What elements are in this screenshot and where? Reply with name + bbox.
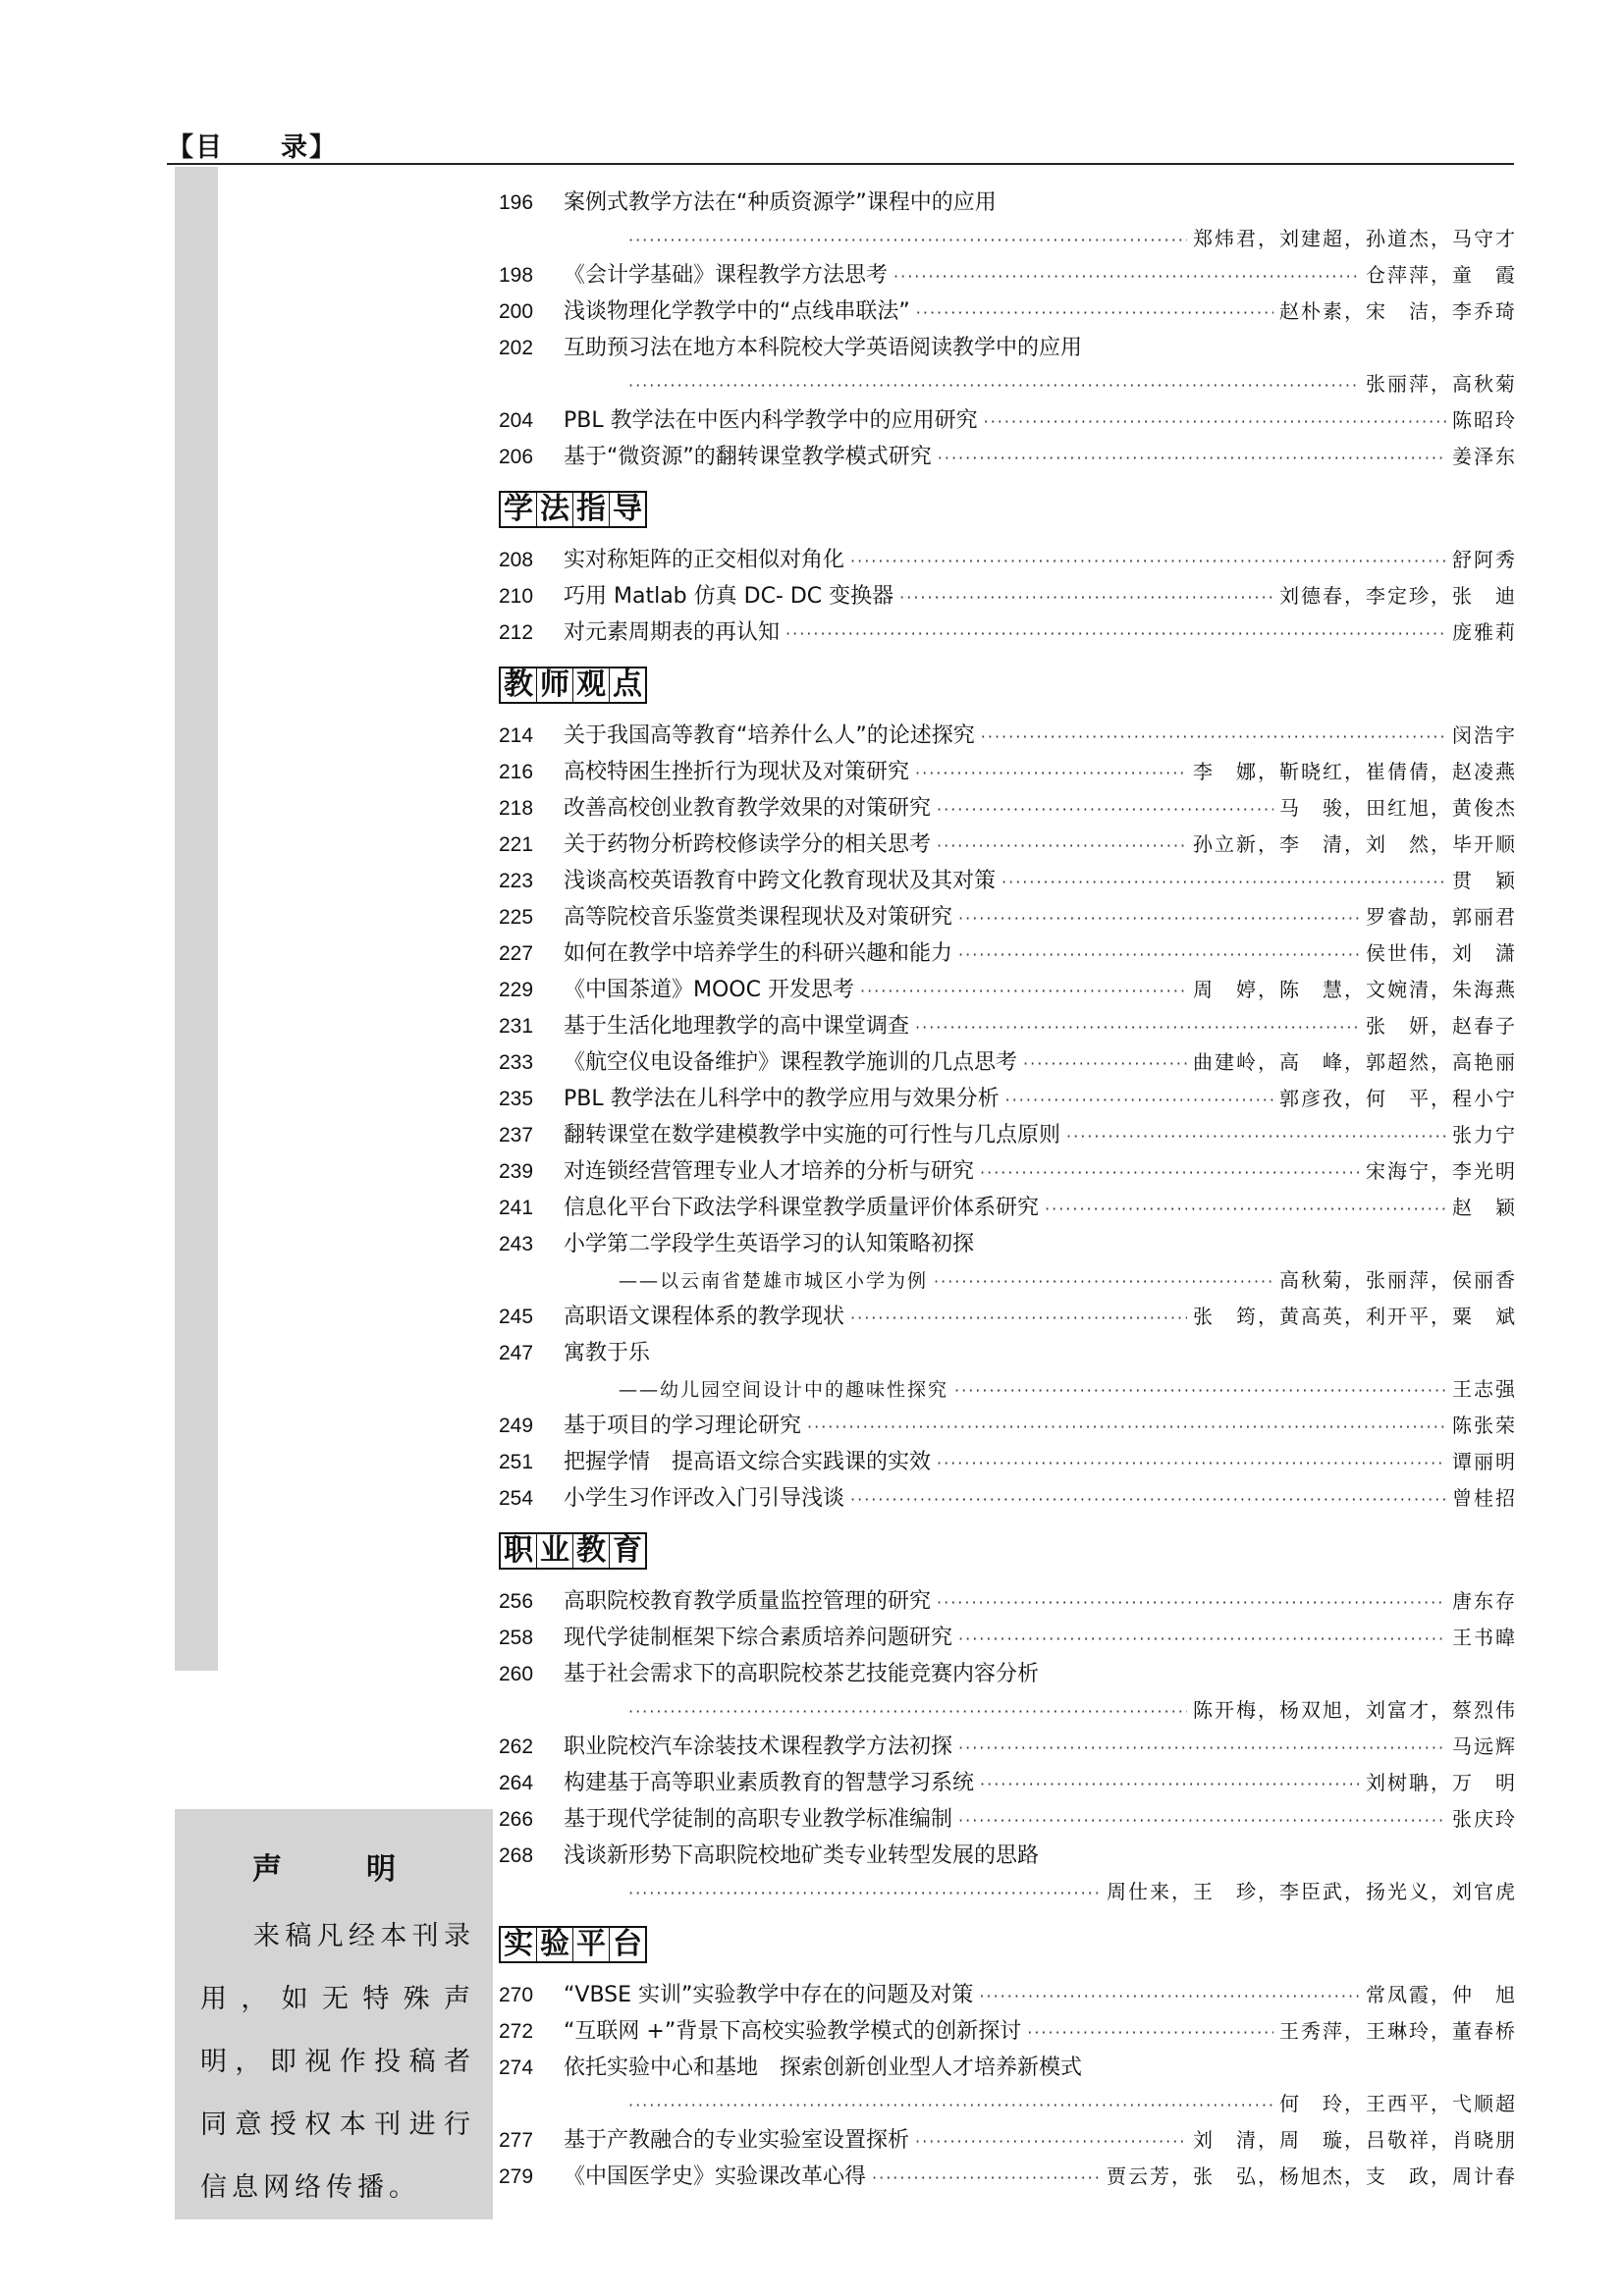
section-title-char: 师 bbox=[537, 668, 573, 702]
page-number: 235 bbox=[499, 1088, 534, 1110]
toc-entry[interactable] bbox=[499, 1620, 1517, 1656]
page-number: 260 bbox=[499, 1663, 534, 1685]
toc-entry[interactable] bbox=[499, 2050, 1517, 2122]
article-title: 翻转课堂在数学建模教学中实施的可行性与几点原则 bbox=[564, 1123, 1061, 1148]
article-authors: 舒阿秀 bbox=[1452, 548, 1517, 571]
article-title: 依托实验中心和基地 探索创新创业型人才培养新模式 bbox=[564, 2056, 1083, 2080]
dot-leader bbox=[850, 543, 1446, 579]
page-number: 200 bbox=[499, 300, 534, 323]
dot-leader bbox=[937, 1445, 1446, 1481]
dot-leader bbox=[938, 440, 1446, 476]
article-title: 案例式教学方法在“种质资源学”课程中的应用 bbox=[564, 190, 997, 215]
dot-leader bbox=[984, 403, 1446, 440]
article-title: 基于项目的学习理论研究 bbox=[564, 1414, 802, 1438]
section-title-char: 指 bbox=[573, 493, 610, 526]
toc-entry[interactable] bbox=[499, 578, 1517, 614]
dot-leader bbox=[980, 1766, 1360, 1802]
page-number: 196 bbox=[499, 191, 534, 214]
toc-entry[interactable] bbox=[499, 1117, 1517, 1153]
toc-section bbox=[499, 185, 1517, 475]
page-number: 241 bbox=[499, 1197, 534, 1219]
article-title: “VBSE 实训”实验教学中存在的问题及对策 bbox=[564, 1983, 974, 2007]
dot-leader bbox=[785, 615, 1446, 652]
toc-entry[interactable] bbox=[499, 1583, 1517, 1620]
article-authors: 张力宁 bbox=[1452, 1123, 1517, 1147]
side-decoration-bar bbox=[175, 167, 218, 1671]
toc-entry[interactable] bbox=[499, 899, 1517, 935]
dot-leader bbox=[954, 1372, 1446, 1409]
article-authors: 闵浩宇 bbox=[1452, 723, 1517, 747]
dot-leader bbox=[981, 719, 1446, 755]
page-number: 206 bbox=[499, 446, 534, 468]
notice-title: 声 明 bbox=[252, 1852, 423, 1887]
article-authors: 陈开梅，杨双旭，刘富才，蔡烈伟 bbox=[1193, 1698, 1517, 1722]
article-authors: 马 骏，田红旭，黄俊杰 bbox=[1279, 796, 1517, 820]
dot-leader bbox=[807, 1409, 1446, 1445]
page-number: 274 bbox=[499, 2056, 534, 2079]
page-number: 218 bbox=[499, 797, 534, 820]
page-number: 202 bbox=[499, 337, 534, 359]
toc-entry[interactable] bbox=[499, 185, 1517, 257]
toc-entry[interactable] bbox=[499, 972, 1517, 1008]
article-title: 寓教于乐 bbox=[564, 1341, 651, 1365]
toc-header: 【目 录】 bbox=[167, 133, 338, 163]
page-number: 258 bbox=[499, 1627, 534, 1649]
article-authors: 陈张荣 bbox=[1452, 1414, 1517, 1437]
article-authors: 仓萍萍，童 霞 bbox=[1366, 263, 1517, 287]
article-title: 对连锁经营管理专业人才培养的分析与研究 bbox=[564, 1159, 975, 1184]
dot-leader bbox=[628, 2087, 1273, 2123]
dot-leader bbox=[872, 2160, 1101, 2196]
toc-entry[interactable] bbox=[499, 1081, 1517, 1117]
page-number: 237 bbox=[499, 1124, 534, 1147]
dot-leader bbox=[937, 1584, 1446, 1621]
toc-entry[interactable] bbox=[499, 1190, 1517, 1226]
header-rule bbox=[167, 163, 1514, 165]
page-number: 272 bbox=[499, 2020, 534, 2043]
article-title: 把握学情 提高语文综合实践课的实效 bbox=[564, 1450, 932, 1474]
notice-body: 来稿凡经本刊录用，如无特殊声明，即视作投稿者同意授权本刊进行信息网络传播。 bbox=[200, 1921, 475, 2203]
toc-entry[interactable] bbox=[499, 1729, 1517, 1765]
section-title-char: 观 bbox=[573, 668, 610, 702]
toc-entry[interactable] bbox=[499, 2122, 1517, 2159]
section-title-char: 平 bbox=[573, 1928, 610, 1961]
copyright-notice bbox=[175, 1809, 493, 2219]
toc-entry[interactable] bbox=[499, 257, 1517, 294]
page-number: 233 bbox=[499, 1051, 534, 1074]
dot-leader bbox=[937, 791, 1273, 828]
dot-leader bbox=[628, 1875, 1101, 1911]
toc-entry[interactable] bbox=[499, 1408, 1517, 1444]
toc-section bbox=[499, 663, 1517, 1517]
page-number: 245 bbox=[499, 1306, 534, 1328]
article-title: 浅谈新形势下高职院校地矿类专业转型发展的思路 bbox=[564, 1843, 1040, 1868]
toc-entry[interactable] bbox=[499, 827, 1517, 863]
page-number: 204 bbox=[499, 409, 534, 432]
dot-leader bbox=[958, 900, 1360, 936]
article-authors: 王秀萍，王琳玲，董春桥 bbox=[1279, 2019, 1517, 2043]
page-number: 216 bbox=[499, 761, 534, 783]
article-authors: 李 娜，靳晓红，崔倩倩，赵凌燕 bbox=[1193, 760, 1517, 783]
toc-entry[interactable] bbox=[499, 1044, 1517, 1081]
toc-entry[interactable] bbox=[499, 1765, 1517, 1801]
article-title: 高校特困生挫折行为现状及对策研究 bbox=[564, 760, 910, 784]
article-title: 信息化平台下政法学科课堂教学质量评价体系研究 bbox=[564, 1196, 1040, 1220]
dot-leader bbox=[979, 1978, 1360, 2014]
toc-entry[interactable] bbox=[499, 718, 1517, 754]
toc-entry[interactable] bbox=[499, 863, 1517, 899]
article-title: 互助预习法在地方本科院校大学英语阅读教学中的应用 bbox=[564, 336, 1083, 360]
dot-leader bbox=[893, 258, 1360, 294]
article-title: 《中国医学史》实验课改革心得 bbox=[564, 2164, 867, 2189]
page-number: 254 bbox=[499, 1487, 534, 1510]
article-authors: 刘德春，李定珍，张 迪 bbox=[1279, 584, 1517, 608]
article-authors: 姜泽东 bbox=[1452, 445, 1517, 468]
article-authors: 宋海宁，李光明 bbox=[1366, 1159, 1517, 1183]
article-title: 《中国茶道》MOOC 开发思考 bbox=[564, 978, 854, 1002]
page-number: 270 bbox=[499, 1984, 534, 2006]
article-authors: 谭丽明 bbox=[1452, 1450, 1517, 1473]
article-title: 改善高校创业教育教学效果的对策研究 bbox=[564, 796, 932, 821]
toc-entry[interactable] bbox=[499, 1299, 1517, 1335]
article-title: 实对称矩阵的正交相似对角化 bbox=[564, 548, 845, 572]
section-title-char: 验 bbox=[537, 1928, 573, 1961]
article-authors: 贯 颖 bbox=[1452, 869, 1517, 892]
dot-leader bbox=[899, 579, 1273, 615]
article-title: 构建基于高等职业素质教育的智慧学习系统 bbox=[564, 1771, 975, 1795]
page-number: 231 bbox=[499, 1015, 534, 1038]
article-authors: 高秋菊，张丽萍，侯丽香 bbox=[1279, 1268, 1517, 1292]
dot-leader bbox=[1045, 1191, 1446, 1227]
article-title: PBL 教学法在中医内科学教学中的应用研究 bbox=[564, 408, 978, 433]
article-authors: 赵朴素，宋 洁，李乔琦 bbox=[1279, 299, 1517, 323]
article-authors: 张 妍，赵春子 bbox=[1366, 1014, 1517, 1038]
toc-entry[interactable] bbox=[499, 542, 1517, 578]
section-title-char: 导 bbox=[613, 492, 642, 526]
page-number: 266 bbox=[499, 1808, 534, 1831]
article-title: 《航空仪电设备维护》课程教学施训的几点思考 bbox=[564, 1050, 1018, 1075]
section-title bbox=[499, 491, 647, 528]
section-title-char: 法 bbox=[537, 493, 573, 526]
toc-entry[interactable] bbox=[499, 294, 1517, 330]
article-title: 基于现代学徒制的高职专业教学标准编制 bbox=[564, 1807, 953, 1832]
dot-leader bbox=[1001, 864, 1446, 900]
dot-leader bbox=[934, 1263, 1273, 1300]
section-title-char: 职 bbox=[501, 1534, 537, 1568]
toc-entry[interactable] bbox=[499, 1153, 1517, 1190]
toc-entry[interactable] bbox=[499, 1656, 1517, 1729]
toc-section bbox=[499, 1922, 1517, 2195]
article-title: 如何在教学中培养学生的科研兴趣和能力 bbox=[564, 941, 953, 966]
article-title: 《会计学基础》课程教学方法思考 bbox=[564, 263, 889, 288]
toc-entry[interactable] bbox=[499, 2013, 1517, 2050]
article-authors: 郭彦孜，何 平，程小宁 bbox=[1279, 1087, 1517, 1110]
section-title-char: 业 bbox=[537, 1534, 573, 1568]
dot-leader bbox=[915, 755, 1187, 791]
page-number: 247 bbox=[499, 1342, 534, 1364]
page-number: 268 bbox=[499, 1844, 534, 1867]
page-number: 262 bbox=[499, 1735, 534, 1758]
toc-entry[interactable] bbox=[499, 1008, 1517, 1044]
dot-leader bbox=[958, 1730, 1446, 1766]
toc-entry[interactable] bbox=[499, 1977, 1517, 2013]
article-authors: 常凤霞，仲 旭 bbox=[1366, 1983, 1517, 2006]
article-authors: 刘 清，周 璇，吕敬祥，肖晓朋 bbox=[1193, 2128, 1517, 2152]
section-title-char: 点 bbox=[613, 667, 642, 702]
article-title: 浅谈高校英语教育中跨文化教育现状及其对策 bbox=[564, 869, 997, 893]
article-title: 职业院校汽车涂装技术课程教学方法初探 bbox=[564, 1735, 953, 1759]
toc-entry[interactable] bbox=[499, 1226, 1517, 1299]
article-authors: 孙立新，李 清，刘 然，毕开顺 bbox=[1193, 832, 1517, 856]
page-number: 249 bbox=[499, 1415, 534, 1437]
page-number: 279 bbox=[499, 2165, 534, 2188]
section-title-char: 教 bbox=[501, 668, 537, 702]
dot-leader bbox=[915, 1009, 1360, 1045]
article-authors: 贾云芳，张 弘，杨旭杰，支 政，周计春 bbox=[1107, 2164, 1517, 2188]
toc-entry[interactable] bbox=[499, 935, 1517, 972]
toc-section bbox=[499, 1528, 1517, 1910]
dot-leader bbox=[915, 2123, 1187, 2160]
page-number: 239 bbox=[499, 1160, 534, 1183]
page-number: 225 bbox=[499, 906, 534, 929]
dot-leader bbox=[1066, 1118, 1446, 1154]
page-number: 264 bbox=[499, 1772, 534, 1794]
dot-leader bbox=[628, 1693, 1187, 1730]
page-number: 227 bbox=[499, 942, 534, 965]
article-authors: 曾桂招 bbox=[1452, 1486, 1517, 1510]
dot-leader bbox=[937, 828, 1187, 864]
toc-entry[interactable] bbox=[499, 2159, 1517, 2195]
dot-leader bbox=[1023, 1045, 1187, 1082]
article-title: 基于社会需求下的高职院校茶艺技能竞赛内容分析 bbox=[564, 1662, 1040, 1686]
dot-leader bbox=[980, 1154, 1360, 1191]
page-number: 229 bbox=[499, 979, 534, 1001]
dot-leader bbox=[850, 1300, 1187, 1336]
page-number: 256 bbox=[499, 1590, 534, 1613]
article-title: 关于我国高等教育“培养什么人”的论述探究 bbox=[564, 723, 975, 748]
article-title: 现代学徒制框架下综合素质培养问题研究 bbox=[564, 1626, 953, 1650]
article-title: 对元素周期表的再认知 bbox=[564, 620, 781, 645]
article-title: 巧用 Matlab 仿真 DC- DC 变换器 bbox=[564, 584, 894, 609]
article-title: 基于产教融合的专业实验室设置探析 bbox=[564, 2128, 910, 2153]
article-authors: 侯世伟，刘 潇 bbox=[1366, 941, 1517, 965]
page-number: 221 bbox=[499, 833, 534, 856]
article-title: 高职语文课程体系的教学现状 bbox=[564, 1305, 845, 1329]
article-title: 基于生活化地理教学的高中课堂调查 bbox=[564, 1014, 910, 1039]
article-subtitle: ——幼儿园空间设计中的趣味性探究 bbox=[619, 1379, 949, 1401]
section-title-char: 实 bbox=[501, 1928, 537, 1961]
article-title: 关于药物分析跨校修读学分的相关思考 bbox=[564, 832, 932, 857]
toc-entry[interactable] bbox=[499, 1480, 1517, 1517]
section-title-char: 台 bbox=[613, 1927, 642, 1961]
page-number: 214 bbox=[499, 724, 534, 747]
article-title: 小学生习作评改入门引导浅谈 bbox=[564, 1486, 845, 1511]
section-title bbox=[499, 1532, 647, 1570]
toc-entry[interactable] bbox=[499, 330, 1517, 402]
section-title bbox=[499, 1926, 647, 1963]
toc-entry[interactable] bbox=[499, 1838, 1517, 1910]
article-title: “互联网 +”背景下高校实验教学模式的创新探讨 bbox=[564, 2019, 1022, 2044]
article-authors: 张庆玲 bbox=[1452, 1807, 1517, 1831]
article-authors: 刘树聃，万 明 bbox=[1366, 1771, 1517, 1794]
toc-entry[interactable] bbox=[499, 790, 1517, 827]
page-number: 223 bbox=[499, 870, 534, 892]
toc-entry[interactable] bbox=[499, 1335, 1517, 1408]
article-title: 浅谈物理化学教学中的“点线串联法” bbox=[564, 299, 910, 324]
section-title bbox=[499, 667, 647, 704]
dot-leader bbox=[1027, 2014, 1273, 2051]
page-number: 212 bbox=[499, 621, 534, 644]
article-title: 高等院校音乐鉴赏类课程现状及对策研究 bbox=[564, 905, 953, 930]
article-authors: 唐东存 bbox=[1452, 1589, 1517, 1613]
article-title: 基于“微资源”的翻转课堂教学模式研究 bbox=[564, 445, 932, 469]
article-authors: 张丽萍，高秋菊 bbox=[1366, 372, 1517, 396]
dot-leader bbox=[958, 936, 1360, 973]
toc-entry[interactable] bbox=[499, 402, 1517, 439]
article-title: PBL 教学法在儿科学中的教学应用与效果分析 bbox=[564, 1087, 1000, 1111]
article-authors: 张 筠，黄高英，利开平，粟 斌 bbox=[1193, 1305, 1517, 1328]
dot-leader bbox=[958, 1802, 1446, 1839]
toc-entry[interactable] bbox=[499, 439, 1517, 475]
dot-leader bbox=[916, 294, 1273, 331]
page-number: 277 bbox=[499, 2129, 534, 2152]
page-number: 251 bbox=[499, 1451, 534, 1473]
article-subtitle: ——以云南省楚雄市城区小学为例 bbox=[619, 1270, 929, 1292]
article-authors: 罗睿劼，郭丽君 bbox=[1366, 905, 1517, 929]
toc-section bbox=[499, 487, 1517, 651]
section-title-char: 育 bbox=[613, 1533, 642, 1568]
article-authors: 曲建岭，高 峰，郭超然，高艳丽 bbox=[1193, 1050, 1517, 1074]
article-authors: 马远辉 bbox=[1452, 1735, 1517, 1758]
article-authors: 何 玲，王西平，弋顺超 bbox=[1279, 2092, 1517, 2115]
toc-entry[interactable] bbox=[499, 754, 1517, 790]
article-authors: 庞雅莉 bbox=[1452, 620, 1517, 644]
article-authors: 陈昭玲 bbox=[1452, 408, 1517, 432]
article-authors: 王志强 bbox=[1452, 1377, 1517, 1401]
page-number: 208 bbox=[499, 549, 534, 571]
dot-leader bbox=[860, 973, 1187, 1009]
dot-leader bbox=[1005, 1082, 1273, 1118]
dot-leader bbox=[958, 1621, 1446, 1657]
article-authors: 周仕来，王 珍，李臣武，扬光义，刘官虎 bbox=[1107, 1880, 1517, 1903]
article-authors: 郑炜君，刘建超，孙道杰，马守才 bbox=[1193, 227, 1517, 250]
article-title: 高职院校教育教学质量监控管理的研究 bbox=[564, 1589, 932, 1614]
dot-leader bbox=[628, 367, 1360, 403]
article-authors: 周 婷，陈 慧，文婉清，朱海燕 bbox=[1193, 978, 1517, 1001]
section-title-char: 学 bbox=[501, 493, 537, 526]
section-title-char: 教 bbox=[573, 1534, 610, 1568]
article-title: 小学第二学段学生英语学习的认知策略初探 bbox=[564, 1232, 975, 1256]
dot-leader bbox=[850, 1481, 1446, 1518]
article-authors: 赵 颖 bbox=[1452, 1196, 1517, 1219]
dot-leader bbox=[628, 222, 1187, 258]
page-number: 243 bbox=[499, 1233, 534, 1255]
page-number: 210 bbox=[499, 585, 534, 608]
table-of-contents bbox=[499, 173, 1517, 2195]
toc-entry[interactable] bbox=[499, 1801, 1517, 1838]
toc-entry[interactable] bbox=[499, 614, 1517, 651]
article-authors: 王书暐 bbox=[1452, 1626, 1517, 1649]
toc-entry[interactable] bbox=[499, 1444, 1517, 1480]
page-number: 198 bbox=[499, 264, 534, 287]
